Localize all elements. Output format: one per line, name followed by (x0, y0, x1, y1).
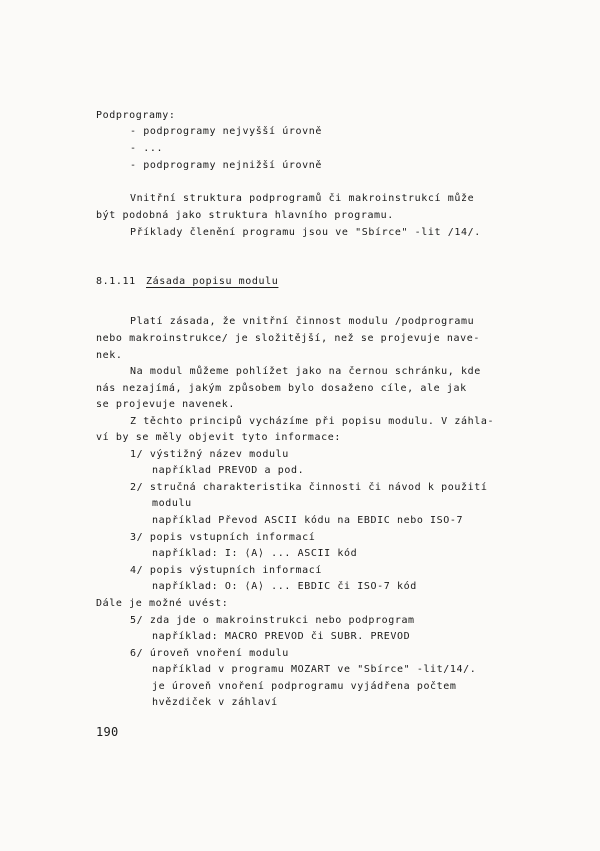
list-item-5-label: 5/ zda jde o makroinstrukci nebo podprogram (130, 615, 415, 626)
list-item-1-label: 1/ výstižný název modulu (130, 449, 289, 460)
list-item-6-label: 6/ úroveň vnoření modulu (130, 648, 289, 659)
subprogram-item-2: - ... (130, 143, 164, 154)
para1-line-1: Platí zásada, že vnitřní činnost modulu /podprogramu (130, 316, 475, 327)
subprogram-item-3: - podprogramy nejnižší úrovně (130, 160, 322, 171)
structure-line-2: být podobná jako struktura hlavního programu. (96, 210, 394, 221)
list-item-4-label: 4/ popis výstupních informací (130, 565, 322, 576)
para1-line-3: nek. (96, 350, 123, 361)
structure-line-1: Vnitřní struktura podprogramů či makroinstrukcí může (130, 193, 475, 204)
section-number: 8.1.11 (96, 276, 136, 287)
structure-line-3: Příklady členění programu jsou ve "Sbírce" -lit /14/. (130, 227, 481, 238)
list-item-6-line-1: například v programu MOZART ve "Sbírce" -lit/14/. (152, 664, 477, 675)
list-item-4-example: například: O: ⟨A⟩ ... EBDIC či ISO-7 kód (152, 581, 417, 592)
list-item-3-example: například: I: ⟨A⟩ ... ASCII kód (152, 548, 358, 559)
list-item-6-line-3: hvězdiček v záhlaví (152, 697, 278, 708)
list-item-3-label: 3/ popis vstupních informací (130, 532, 316, 543)
list-item-6-line-2: je úroveň vnoření podprogramu vyjádřena počtem (152, 681, 457, 692)
para2-line-1: Na modul můžeme pohlížet jako na černou schránku, kde (130, 366, 481, 377)
page-number: 190 (96, 725, 119, 739)
para2-line-3: se projevuje navenek. (96, 399, 236, 410)
subprograms-heading: Podprogramy: (96, 110, 176, 121)
subprogram-item-1: - podprogramy nejvyšší úrovně (130, 126, 322, 137)
para1-line-2: nebo makroinstrukce/ je složitější, než se projevuje nave- (96, 333, 480, 344)
para3-line-2: ví by se měly objevit tyto informace: (96, 432, 341, 443)
list-item-2-label-2: modulu (152, 498, 192, 509)
list-item-1-example: například PREVOD a pod. (152, 465, 305, 476)
also-possible-label: Dále je možné uvést: (96, 598, 229, 609)
para3-line-1: Z těchto principů vycházíme při popisu modulu. V záhla- (130, 416, 495, 427)
section-title: Zásada popisu modulu (146, 276, 279, 287)
list-item-5-example: například: MACRO PREVOD či SUBR. PREVOD (152, 631, 411, 642)
list-item-2-example: například Převod ASCII kódu na EBDIC nebo ISO-7 (152, 515, 464, 526)
para2-line-2: nás nezajímá, jakým způsobem bylo dosaženo cíle, ale jak (96, 383, 467, 394)
list-item-2-label-1: 2/ stručná charakteristika činnosti či návod k použití (130, 482, 488, 493)
